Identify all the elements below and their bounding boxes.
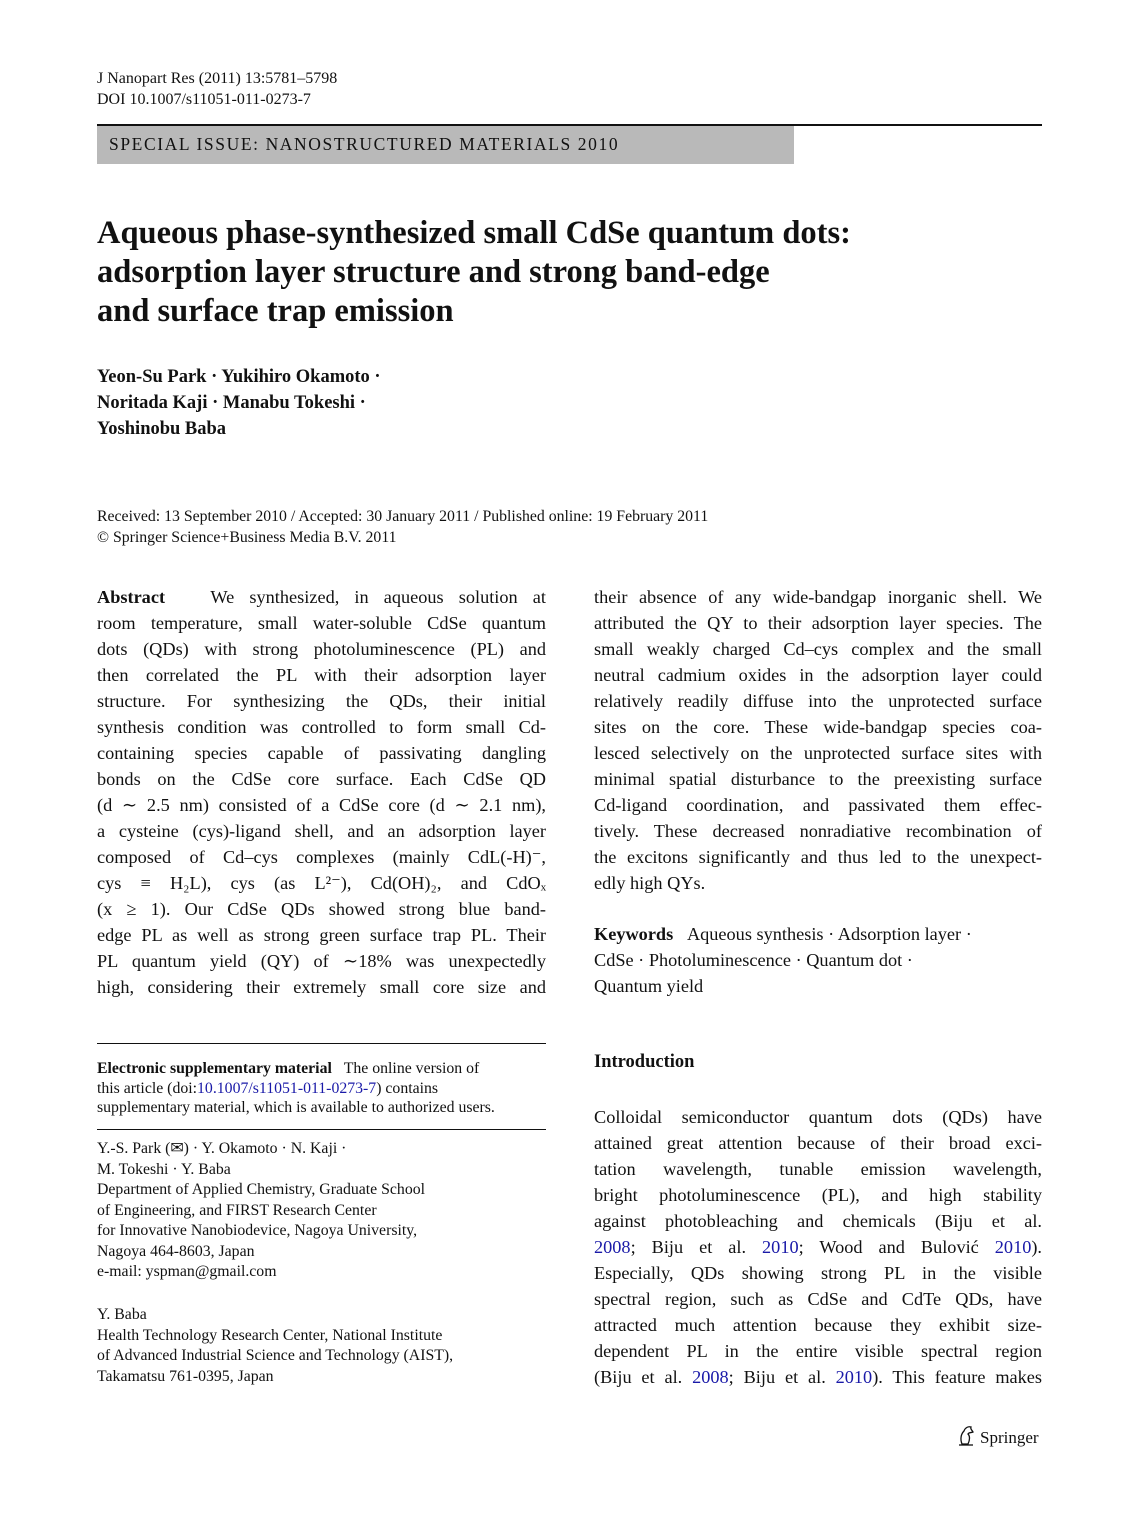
title-line: and surface trap emission (97, 293, 454, 329)
introduction-body (594, 1104, 1042, 1390)
abstract-line: PL quantum yield (QY) of ∼18% was unexpectedly (97, 951, 546, 971)
keywords-line: Aqueous synthesis · Adsorption layer · (686, 924, 972, 944)
abstract-line: structure. For synthesizing the QDs, their initial (97, 691, 546, 711)
esm-text: ) contains (376, 1079, 439, 1097)
abstract-line (97, 584, 546, 610)
keywords-line: Quantum yield (594, 976, 704, 996)
abstract-line: lesced selectively on the unprotected surface sites with (594, 743, 1042, 763)
doi-link[interactable]: 10.1007/s11051-011-0273-7 (197, 1079, 377, 1097)
keywords-line: CdSe · Photoluminescence · Quantum dot · (594, 950, 913, 970)
abstract-line: the excitons significantly and thus led to the unexpect- (594, 847, 1042, 867)
intro-text: ; Wood and Bulović (798, 1237, 995, 1257)
affiliation-line: Takamatsu 761-0395, Japan (97, 1367, 274, 1385)
intro-line: bright photoluminescence (PL), and high stability (594, 1185, 1042, 1205)
publisher-name: Springer (980, 1427, 1039, 1447)
abstract-line: high, considering their extremely small core size and (97, 977, 546, 997)
keywords-heading: Keywords (594, 924, 674, 944)
abstract-line: then correlated the PL with their adsorption layer (97, 665, 546, 685)
abstract-line: Cd-ligand coordination, and passivated them effec- (594, 795, 1042, 815)
intro-text: ; Biju et al. (630, 1237, 763, 1257)
received-accepted-published: Received: 13 September 2010 / Accepted: 30 January 2011 / Published online: 19 February 2011 (97, 508, 709, 525)
intro-line: against photobleaching and chemicals (Biju et al. (594, 1211, 1042, 1231)
abstract-text: We synthesized, in aqueous solution at (210, 587, 546, 607)
abstract-line: sites on the core. These wide-bandgap species coa- (594, 717, 1042, 737)
footnote-rule (97, 1043, 546, 1044)
affiliation-line: Y.-S. Park (✉) · Y. Okamoto · N. Kaji · (97, 1140, 347, 1157)
abstract-line: (d ∼ 2.5 nm) consisted of a CdSe core (d ∼ 2.1 nm), (97, 795, 546, 815)
abstract-line: bonds on the CdSe core surface. Each CdSe QD (97, 769, 546, 789)
affiliation-line: M. Tokeshi · Y. Baba (97, 1160, 231, 1178)
abstract-heading: Abstract (97, 587, 166, 607)
supplementary-material-note (97, 1059, 546, 1118)
abstract-line: dots (QDs) with strong photoluminescence (PL) and (97, 639, 546, 659)
intro-line (594, 1364, 1042, 1390)
abstract-line: containing species capable of passivating dangling (97, 743, 546, 763)
author-line: Noritada Kaji · Manabu Tokeshi · (97, 393, 366, 413)
abstract-line: (x ≥ 1). Our CdSe QDs showed strong blue band- (97, 899, 546, 919)
springer-horse-icon (956, 1424, 976, 1451)
journal-header (97, 68, 337, 110)
affiliation-line: Department of Applied Chemistry, Graduate School (97, 1181, 426, 1198)
keywords (594, 921, 1042, 999)
author-line: Yeon-Su Park · Yukihiro Okamoto · (97, 367, 381, 387)
abstract-left (97, 584, 546, 1000)
footnote-rule (97, 1129, 546, 1130)
special-issue-label: SPECIAL ISSUE: NANOSTRUCTURED MATERIALS 2010 (109, 134, 620, 154)
esm-text: this article (doi: (97, 1079, 198, 1097)
intro-text: ; Biju et al. (728, 1367, 836, 1387)
affiliation-line: Y. Baba (97, 1306, 147, 1323)
affiliation-line: for Innovative Nanobiodevice, Nagoya University, (97, 1222, 418, 1239)
esm-text: supplementary material, which is available to authorized users. (97, 1099, 495, 1116)
author-line: Yoshinobu Baba (97, 419, 227, 439)
article-title (97, 214, 997, 331)
affiliation-line: of Advanced Industrial Science and Technology (AIST), (97, 1347, 454, 1364)
abstract-line: composed of Cd–cys complexes (mainly CdL(-H)⁻, (97, 847, 546, 867)
abstract-line: cys ≡ H₂L), cys (as L²⁻), Cd(OH)₂, and CdOₓ (97, 873, 546, 893)
intro-line: tation wavelength, tunable emission wavelength, (594, 1159, 1042, 1179)
affiliation-line: Nagoya 464-8603, Japan (97, 1242, 255, 1260)
intro-line: attained great attention because of their broad exci- (594, 1133, 1042, 1153)
abstract-line: a cysteine (cys)-ligand shell, and an adsorption layer (97, 821, 546, 841)
intro-line: attracted much attention because they exhibit size- (594, 1315, 1042, 1335)
abstract-line: small weakly charged Cd–cys complex and the small (594, 639, 1042, 659)
intro-text: ). This feature makes (872, 1367, 1043, 1387)
abstract-line: minimal spatial disturbance to the preexisting surface (594, 769, 1042, 789)
doi: DOI 10.1007/s11051-011-0273-7 (97, 91, 311, 108)
esm-heading: Electronic supplementary material (97, 1060, 332, 1077)
intro-text: (Biju et al. (594, 1367, 693, 1387)
intro-line: Especially, QDs showing strong PL in the visible (594, 1263, 1042, 1283)
introduction-heading: Introduction (594, 1052, 695, 1072)
special-issue-box (97, 126, 794, 164)
abstract-line: synthesis condition was controlled to form small Cd- (97, 717, 546, 737)
title-line: adsorption layer structure and strong band-edge (97, 254, 770, 290)
citation-link[interactable]: 2010 (835, 1367, 873, 1387)
affiliation-line: Health Technology Research Center, National Institute (97, 1326, 443, 1344)
abstract-line: attributed the QY to their adsorption layer species. The (594, 613, 1042, 633)
intro-text: ). (1031, 1237, 1043, 1257)
intro-line: Colloidal semiconductor quantum dots (QDs) have (594, 1107, 1042, 1127)
affiliation-line: of Engineering, and FIRST Research Center (97, 1201, 377, 1219)
citation-link[interactable]: 2008 (692, 1367, 729, 1387)
citation-link[interactable]: 2010 (762, 1237, 799, 1257)
author-list (97, 364, 381, 442)
abstract-line: tively. These decreased nonradiative recombination of (594, 821, 1042, 841)
second-affiliation (97, 1305, 546, 1387)
abstract-line: their absence of any wide-bandgap inorganic shell. We (594, 587, 1042, 607)
publication-dates (97, 506, 708, 548)
abstract-line: edly high QYs. (594, 873, 706, 893)
email: e-mail: yspman@gmail.com (97, 1263, 277, 1280)
citation-link[interactable]: 2010 (994, 1237, 1032, 1257)
journal-citation: J Nanopart Res (2011) 13:5781–5798 (97, 70, 338, 87)
publisher-footer (956, 1424, 1039, 1451)
esm-text: The online version of (343, 1060, 480, 1077)
intro-line (594, 1234, 1042, 1260)
author-affiliation (97, 1139, 546, 1283)
title-line: Aqueous phase-synthesized small CdSe quantum dots: (97, 215, 851, 251)
abstract-line: edge PL as well as strong green surface trap PL. Their (97, 925, 546, 945)
abstract-line: room temperature, small water-soluble CdSe quantum (97, 613, 546, 633)
abstract-line: neutral cadmium oxides in the adsorption layer could (594, 665, 1042, 685)
abstract-right (594, 584, 1042, 896)
special-issue-bar (97, 124, 1042, 166)
abstract-line: relatively readily diffuse into the unprotected surface (594, 691, 1042, 711)
copyright: © Springer Science+Business Media B.V. 2011 (97, 529, 397, 546)
intro-line: spectral region, such as CdSe and CdTe QDs, have (594, 1289, 1042, 1309)
intro-line: dependent PL in the entire visible spectral region (594, 1341, 1042, 1361)
citation-link[interactable]: 2008 (594, 1237, 631, 1257)
